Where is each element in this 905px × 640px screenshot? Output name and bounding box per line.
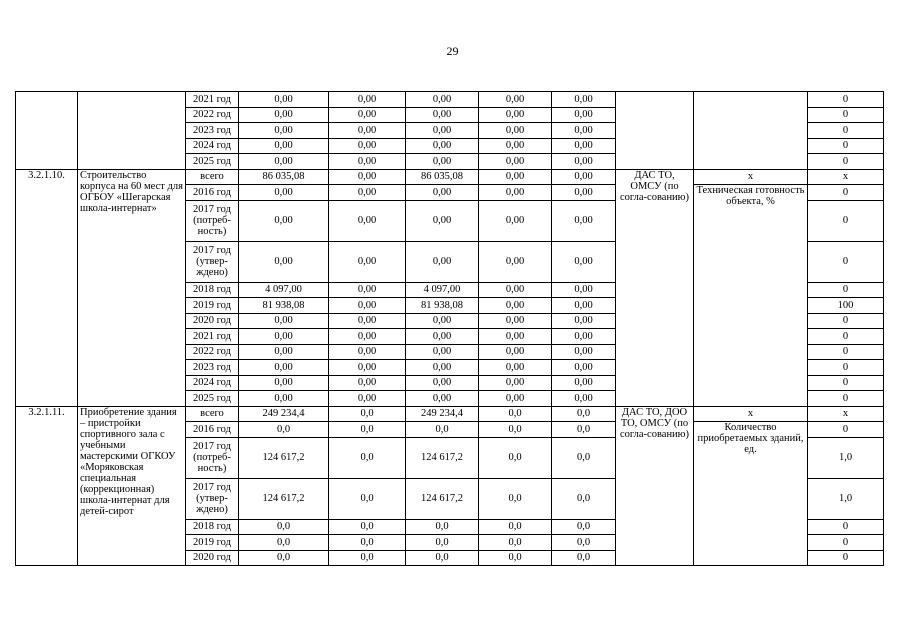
indicator-cell [694,92,808,170]
value-cell: 0,00 [406,344,479,360]
value-cell: 0,00 [479,360,552,376]
value-cell: 0,0 [406,422,479,438]
indicator-name: Количество приобретаемых зданий, ед. [694,422,808,566]
value-cell: 124 617,2 [406,478,479,519]
year-cell: 2019 год [186,535,239,551]
row-code: 3.2.1.11. [16,406,78,566]
value-cell: 0,00 [329,107,406,123]
target-cell: 0 [808,313,884,329]
target-cell: 0 [808,154,884,170]
value-cell: 0,00 [329,329,406,345]
year-cell: всего [186,406,239,422]
value-cell: 0,00 [239,313,329,329]
value-cell: 0,00 [552,391,616,407]
value-cell: 0,00 [479,375,552,391]
target-cell: 1,0 [808,478,884,519]
year-cell: 2023 год [186,360,239,376]
value-cell: 0,00 [406,123,479,139]
target-cell: x [808,169,884,185]
target-cell: 0 [808,391,884,407]
value-cell: 0,0 [329,406,406,422]
year-cell: 2019 год [186,298,239,314]
year-cell: 2018 год [186,282,239,298]
value-cell: 0,0 [479,535,552,551]
value-cell: 0,00 [329,200,406,241]
value-cell: 4 097,00 [239,282,329,298]
value-cell: 0,00 [329,313,406,329]
value-cell: 0,00 [406,391,479,407]
value-cell: 249 234,4 [406,406,479,422]
value-cell: 0,0 [329,478,406,519]
value-cell: 0,00 [479,154,552,170]
year-cell: 2024 год [186,375,239,391]
value-cell: 0,00 [479,123,552,139]
value-cell: 0,0 [479,406,552,422]
value-cell: 0,00 [552,154,616,170]
value-cell: 0,00 [479,107,552,123]
value-cell: 0,00 [479,169,552,185]
executor-cell [616,92,694,170]
value-cell: 0,0 [552,478,616,519]
value-cell: 0,00 [479,138,552,154]
target-cell: 0 [808,241,884,282]
year-cell: 2021 год [186,329,239,345]
value-cell: 0,00 [329,185,406,201]
value-cell: 0,00 [329,375,406,391]
row-code: 3.2.1.10. [16,169,78,406]
value-cell: 86 035,08 [406,169,479,185]
year-cell: 2017 год (потреб-ность) [186,437,239,478]
value-cell: 0,00 [479,241,552,282]
value-cell: 81 938,08 [406,298,479,314]
year-cell: 2022 год [186,107,239,123]
value-cell: 0,00 [552,123,616,139]
year-cell: 2017 год (утвер-ждено) [186,478,239,519]
value-cell: 0,00 [406,154,479,170]
year-cell: 2016 год [186,185,239,201]
value-cell: 0,00 [406,138,479,154]
value-cell: 0,00 [239,375,329,391]
target-cell: 0 [808,185,884,201]
target-cell: 0 [808,138,884,154]
value-cell: 0,00 [552,329,616,345]
value-cell: 0,00 [329,138,406,154]
executor-cell: ДАС ТО, ОМСУ (по согла-сованию) [616,169,694,406]
year-cell: 2017 год (утвер-ждено) [186,241,239,282]
year-cell: всего [186,169,239,185]
target-cell: 100 [808,298,884,314]
year-cell: 2020 год [186,313,239,329]
value-cell: 0,0 [329,437,406,478]
year-cell: 2016 год [186,422,239,438]
value-cell: 0,0 [552,519,616,535]
value-cell: 249 234,4 [239,406,329,422]
value-cell: 0,00 [552,282,616,298]
value-cell: 0,00 [479,344,552,360]
value-cell: 0,0 [479,478,552,519]
row-code [16,92,78,170]
value-cell: 0,0 [406,550,479,566]
row-name: Строительство корпуса на 60 мест для ОГБОУ «Шегарская школа-интернат» [78,169,186,406]
value-cell: 4 097,00 [406,282,479,298]
value-cell: 0,0 [239,519,329,535]
target-cell: 1,0 [808,437,884,478]
budget-table [15,91,884,566]
value-cell: 0,00 [406,107,479,123]
value-cell: 0,00 [329,123,406,139]
page-number: 29 [446,44,459,58]
table-row [16,169,884,185]
value-cell: 0,00 [329,169,406,185]
value-cell: 0,00 [479,200,552,241]
row-name: Приобретение здания – пристройки спортивного зала с учебными мастерскими ОГКОУ «Моряковская специальная (коррекционная) школа-интернат для детей-сирот [78,406,186,566]
year-cell: 2025 год [186,391,239,407]
value-cell: 0,00 [479,298,552,314]
value-cell: 0,00 [406,360,479,376]
value-cell: 0,0 [329,519,406,535]
value-cell: 0,00 [406,200,479,241]
target-cell: 0 [808,200,884,241]
value-cell: 0,00 [239,391,329,407]
value-cell: 0,0 [479,437,552,478]
value-cell: 0,00 [239,344,329,360]
value-cell: 0,0 [239,535,329,551]
target-cell: x [808,406,884,422]
table-row [16,406,884,422]
value-cell: 0,00 [552,138,616,154]
target-cell: 0 [808,550,884,566]
value-cell: 0,00 [239,241,329,282]
value-cell: 0,00 [239,107,329,123]
value-cell: 0,0 [479,519,552,535]
value-cell: 81 938,08 [239,298,329,314]
value-cell: 0,0 [329,535,406,551]
value-cell: 0,00 [406,185,479,201]
value-cell: 0,0 [329,422,406,438]
value-cell: 0,0 [552,535,616,551]
value-cell: 0,00 [406,313,479,329]
value-cell: 0,00 [552,360,616,376]
value-cell: 0,0 [552,406,616,422]
value-cell: 86 035,08 [239,169,329,185]
indicator-name: Техническая готовность объекта, % [694,185,808,407]
value-cell: 0,0 [479,422,552,438]
value-cell: 0,0 [552,422,616,438]
target-cell: 0 [808,329,884,345]
target-cell: 0 [808,107,884,123]
year-cell: 2018 год [186,519,239,535]
executor-cell: ДАС ТО, ДОО ТО, ОМСУ (по согла-сованию) [616,406,694,566]
value-cell: 0,00 [479,92,552,108]
value-cell: 0,00 [239,123,329,139]
value-cell: 0,00 [329,241,406,282]
value-cell: 0,0 [329,550,406,566]
year-cell: 2025 год [186,154,239,170]
value-cell: 0,00 [329,298,406,314]
indicator-x: x [694,406,808,422]
value-cell: 0,0 [239,550,329,566]
year-cell: 2022 год [186,344,239,360]
target-cell: 0 [808,535,884,551]
year-cell: 2024 год [186,138,239,154]
value-cell: 0,0 [552,550,616,566]
value-cell: 0,00 [552,169,616,185]
value-cell: 0,00 [552,200,616,241]
row-name [78,92,186,170]
value-cell: 0,00 [552,344,616,360]
value-cell: 124 617,2 [406,437,479,478]
value-cell: 0,00 [406,241,479,282]
target-cell: 0 [808,519,884,535]
value-cell: 0,00 [239,200,329,241]
value-cell: 0,00 [552,185,616,201]
value-cell: 0,00 [552,313,616,329]
value-cell: 0,00 [552,241,616,282]
value-cell: 0,00 [239,329,329,345]
value-cell: 0,00 [239,185,329,201]
value-cell: 0,00 [406,329,479,345]
year-cell: 2023 год [186,123,239,139]
value-cell: 0,00 [479,282,552,298]
value-cell: 0,00 [329,282,406,298]
target-cell: 0 [808,344,884,360]
value-cell: 0,00 [552,298,616,314]
year-cell: 2017 год (потреб-ность) [186,200,239,241]
value-cell: 0,00 [329,92,406,108]
target-cell: 0 [808,123,884,139]
value-cell: 0,00 [406,92,479,108]
year-cell: 2020 год [186,550,239,566]
value-cell: 0,00 [552,107,616,123]
target-cell: 0 [808,360,884,376]
value-cell: 0,0 [479,550,552,566]
value-cell: 0,0 [552,437,616,478]
value-cell: 0,00 [239,154,329,170]
value-cell: 0,0 [406,519,479,535]
table-row [16,92,884,108]
value-cell: 0,0 [239,422,329,438]
target-cell: 0 [808,282,884,298]
value-cell: 0,00 [552,92,616,108]
value-cell: 0,00 [329,344,406,360]
value-cell: 0,00 [479,391,552,407]
value-cell: 0,00 [479,329,552,345]
target-cell: 0 [808,375,884,391]
target-cell: 0 [808,422,884,438]
value-cell: 124 617,2 [239,478,329,519]
value-cell: 0,00 [479,313,552,329]
year-cell: 2021 год [186,92,239,108]
value-cell: 0,00 [329,360,406,376]
value-cell: 0,00 [479,185,552,201]
value-cell: 124 617,2 [239,437,329,478]
value-cell: 0,00 [329,154,406,170]
value-cell: 0,00 [552,375,616,391]
value-cell: 0,0 [406,535,479,551]
target-cell: 0 [808,92,884,108]
value-cell: 0,00 [406,375,479,391]
value-cell: 0,00 [239,92,329,108]
value-cell: 0,00 [329,391,406,407]
indicator-x: x [694,169,808,185]
value-cell: 0,00 [239,360,329,376]
value-cell: 0,00 [239,138,329,154]
